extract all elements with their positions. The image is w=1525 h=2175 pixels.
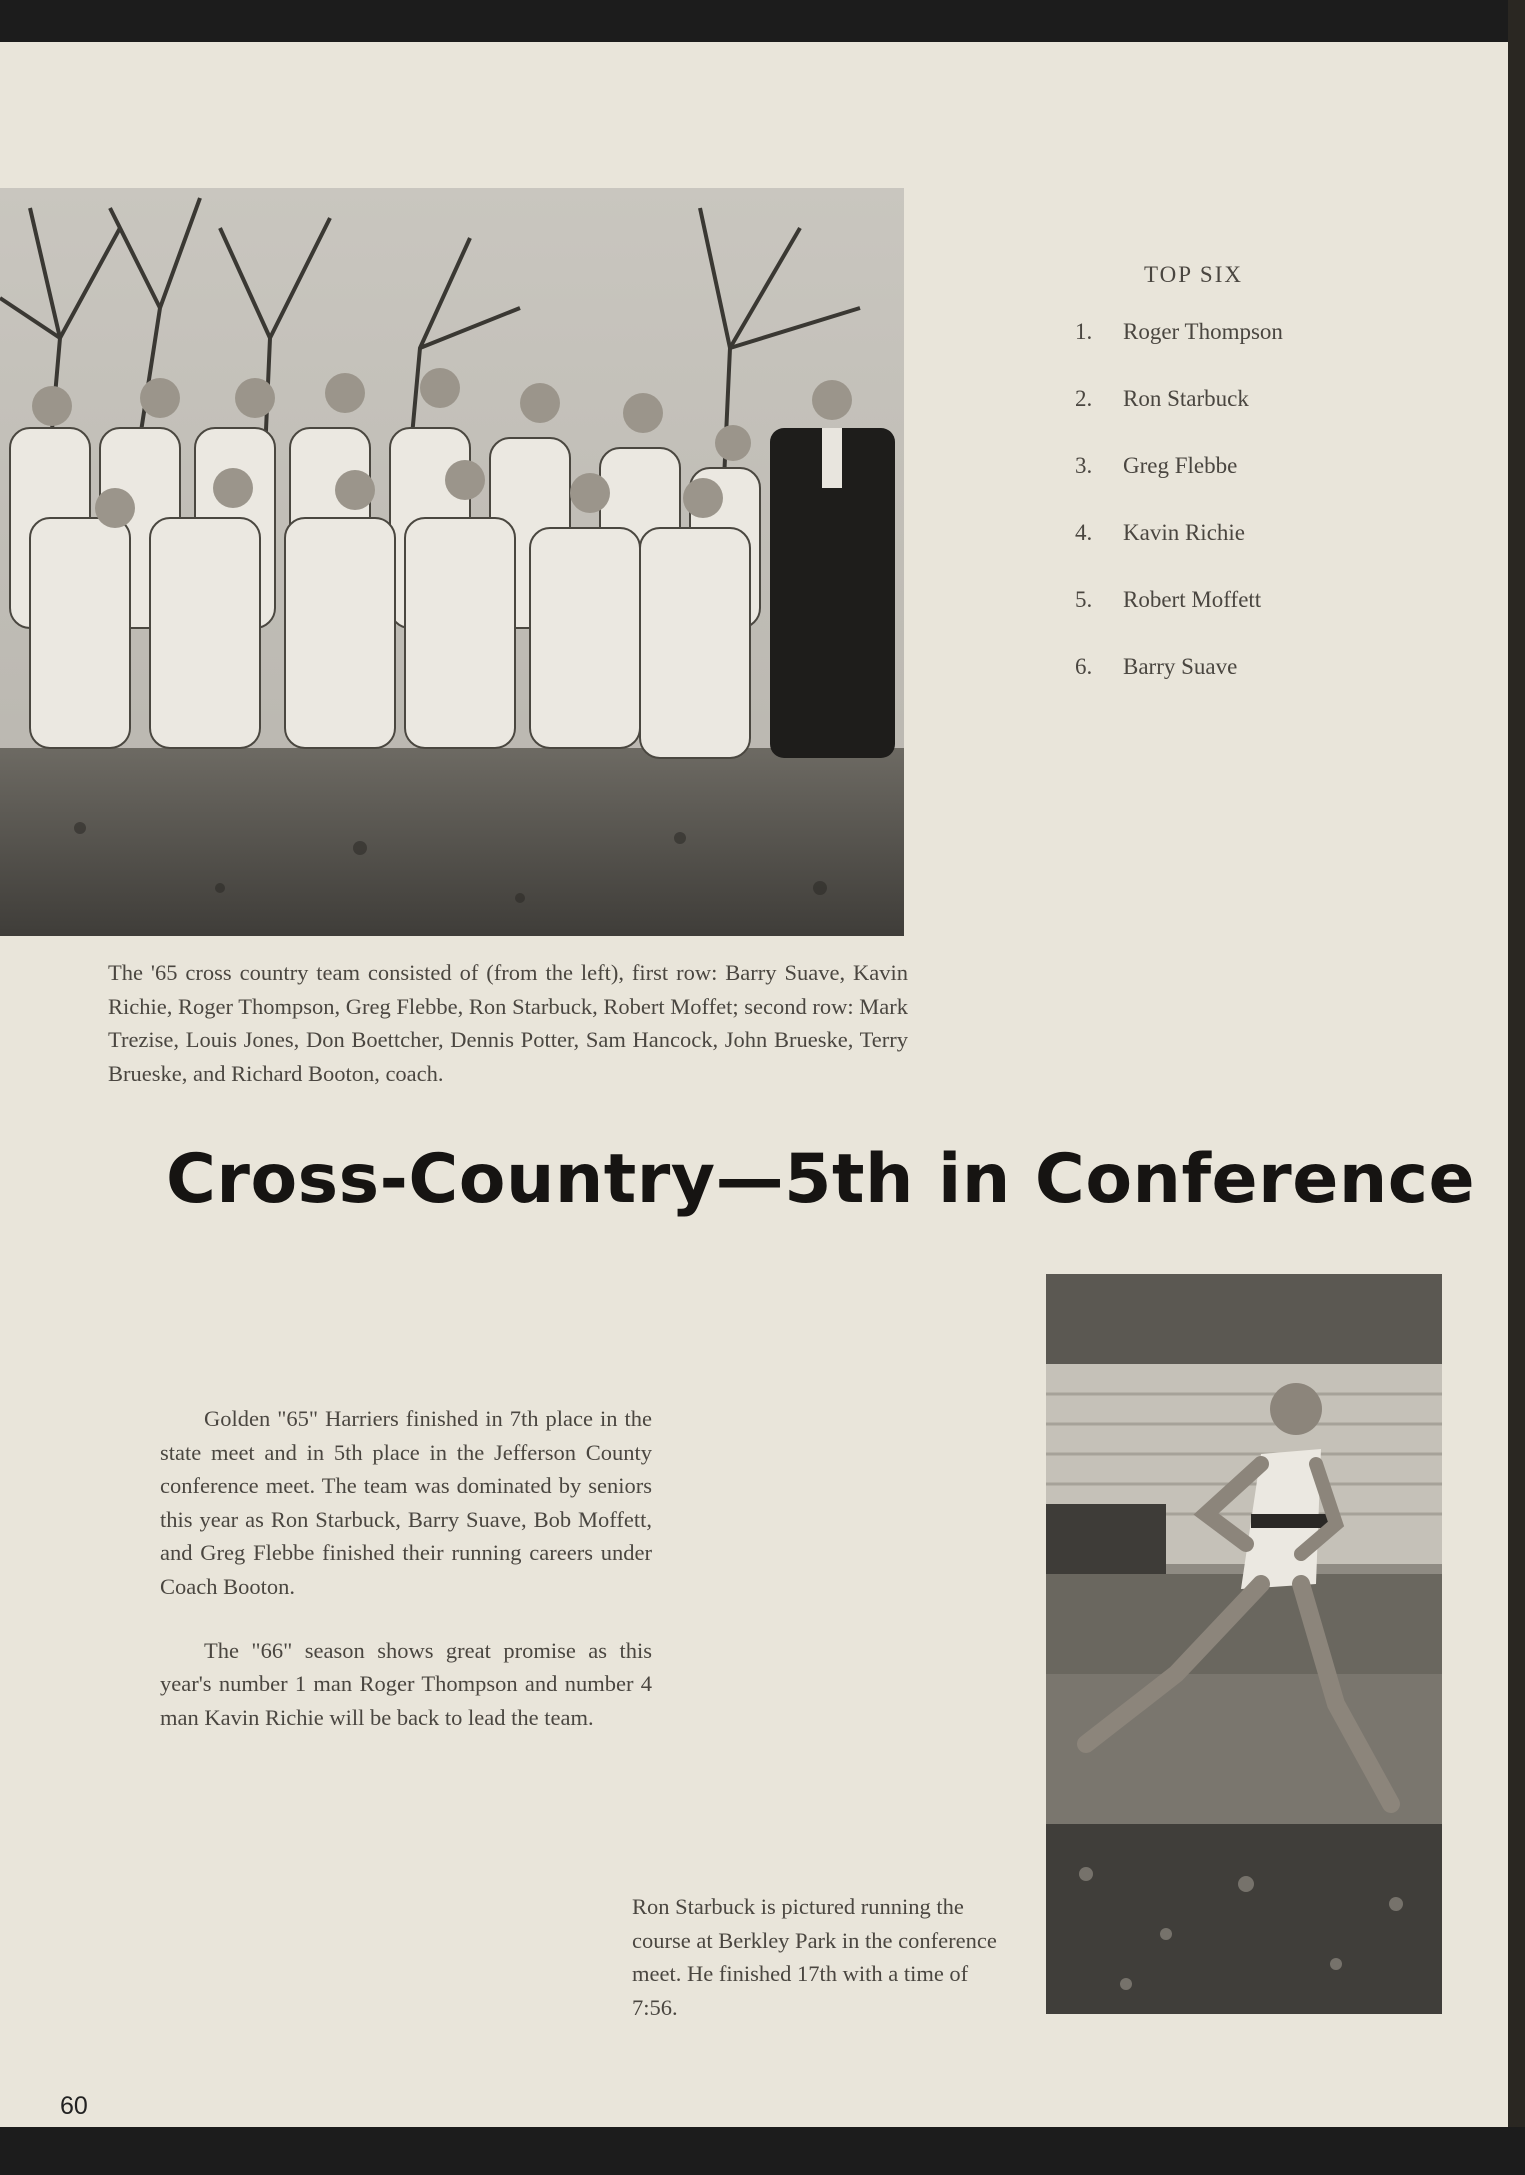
team-photo-caption: The '65 cross country team consisted of (from the left), first row: Barry Suave, Kavin Richie, Roger Thompson, Greg Flebbe, Ron Starbuck, Robert Moffet; second row: Mark Trezise, Louis Jones, Don Boettcher, Dennis Potter, Sam Hancock, John Brueske, Terry Brueske, and Richard Booton, coach. (108, 960, 908, 1086)
page-headline: Cross-Country—5th in Conference (166, 1140, 1476, 1219)
team-photo-image (0, 188, 904, 936)
rank: 6. (1075, 654, 1093, 679)
runner-name: Roger Thompson (1123, 319, 1283, 344)
scan-right-edge (1508, 0, 1525, 2175)
top-six-row (1075, 318, 1405, 385)
rank: 5. (1075, 587, 1093, 612)
runner-photo-image (1046, 1274, 1442, 2014)
top-six-row (1075, 385, 1405, 452)
scan-top-edge (0, 0, 1525, 42)
rank: 3. (1075, 453, 1093, 478)
runner-name: Greg Flebbe (1123, 453, 1238, 478)
runner-name: Barry Suave (1123, 654, 1238, 679)
article-paragraph: Golden "65" Harriers finished in 7th place in the state meet and in 5th place in the Jefferson County conference meet. The team was dominated by seniors this year as Ron Starbuck, Barry Suave, Bob Moffett, and Greg Flebbe finished their running careers under Coach Booton. (160, 1406, 652, 1599)
runner-photo (1046, 1274, 1442, 2014)
rank: 1. (1075, 319, 1093, 344)
runner-name: Robert Moffett (1123, 587, 1262, 612)
scan-bottom-edge (0, 2127, 1525, 2175)
page-number: 60 (60, 2092, 88, 2120)
yearbook-page (0, 42, 1508, 2127)
runner-photo-caption: Ron Starbuck is pictured running the course at Berkley Park in the conference meet. He finished 17th with a time of 7:56. (632, 1894, 997, 2020)
article-paragraph: The "66" season shows great promise as this year's number 1 man Roger Thompson and number 4 man Kavin Richie will be back to lead the team. (160, 1637, 652, 1730)
team-photo (0, 188, 904, 936)
runner-name: Kavin Richie (1123, 520, 1245, 545)
rank: 2. (1075, 386, 1093, 411)
runner-name: Ron Starbuck (1123, 386, 1249, 411)
article-body (160, 1402, 652, 1764)
top-six-row (1075, 586, 1405, 653)
top-six-title: TOP SIX (1144, 262, 1243, 287)
top-six-row (1075, 653, 1405, 720)
top-six-list (1075, 262, 1405, 720)
rank: 4. (1075, 520, 1093, 545)
top-six-row (1075, 452, 1405, 519)
top-six-row (1075, 519, 1405, 586)
